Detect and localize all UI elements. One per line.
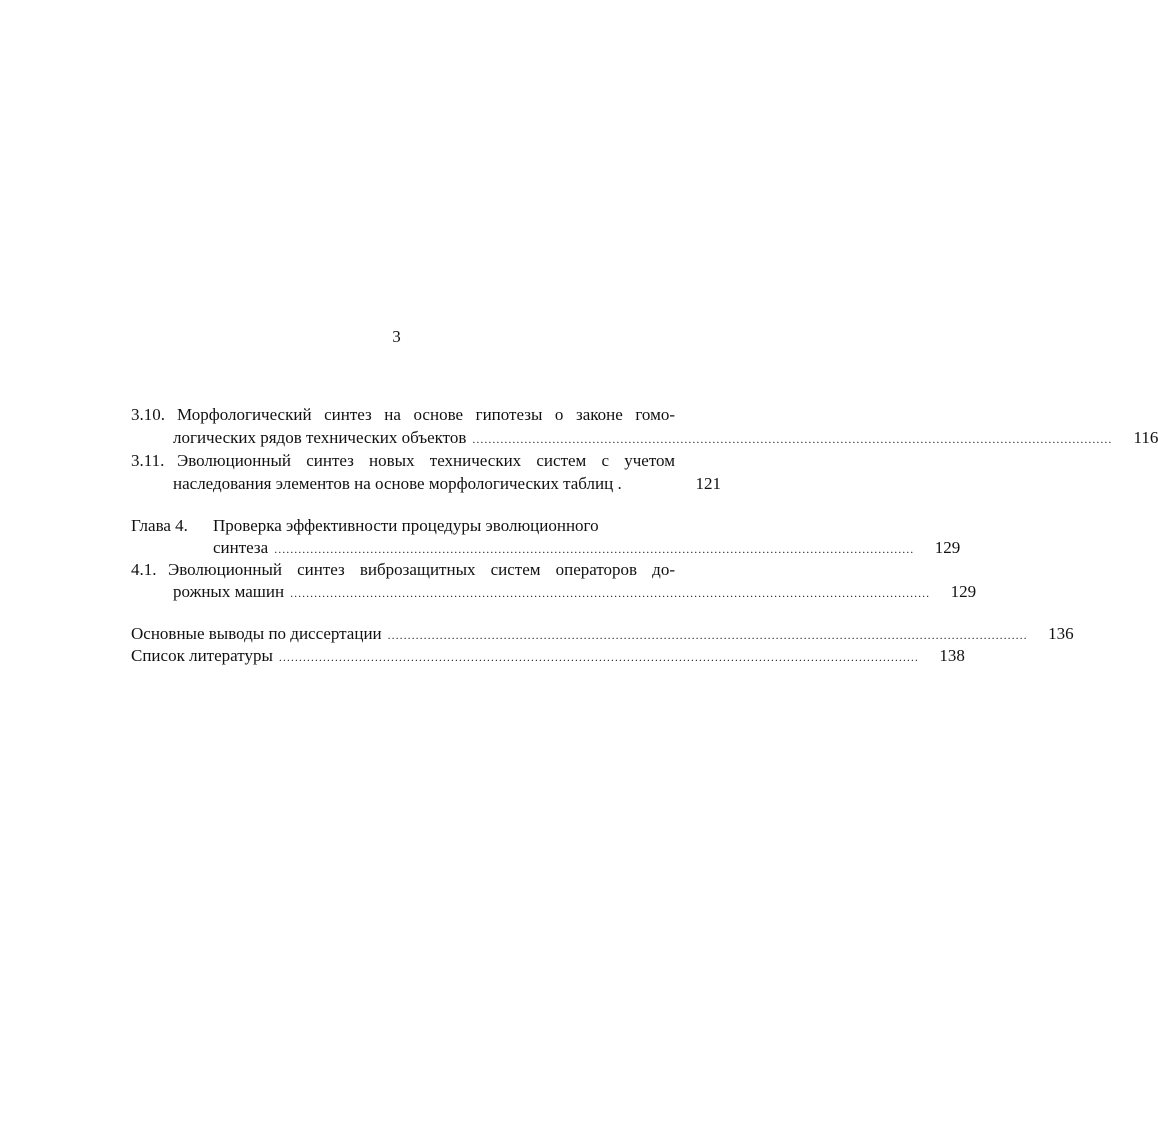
dot-leader: ................................................................................................................................................................ <box>290 586 931 600</box>
page-number: 3 <box>392 327 401 346</box>
toc-entry-title: Морфологический синтез на основе гипотезы о законе гомо- <box>177 405 675 424</box>
toc-entry-page: 129 <box>950 582 977 601</box>
toc-entry-3-11-line1 <box>131 451 721 473</box>
toc-entry-title: Эволюционный синтез новых технических систем с учетом <box>177 451 675 470</box>
toc-entry-number: 4.1. <box>131 560 157 579</box>
toc-chapter-title-cont: синтеза <box>213 538 269 557</box>
toc-entry-4-1-line1 <box>131 560 721 582</box>
toc-entry-page: 116 <box>1133 428 1158 447</box>
toc-references <box>131 646 965 668</box>
toc-conclusions-title: Основные выводы по диссертации <box>131 624 382 643</box>
dot-leader: ................................................................................................................................................................ <box>278 650 919 664</box>
toc-entry-number: 3.10. <box>131 405 165 424</box>
toc-entry-4-1-line2 <box>131 582 977 604</box>
toc-references-title: Список литературы <box>131 646 273 665</box>
dot-leader: ................................................................................................................................................................ <box>274 542 915 556</box>
toc-entry-title: Эволюционный синтез виброзащитных систем операторов до- <box>168 560 675 579</box>
toc-entry-number: 3.11. <box>131 451 165 470</box>
toc-entry-3-10-line2 <box>131 428 1158 450</box>
toc-chapter-page: 129 <box>934 538 961 557</box>
toc-entry-page: 121 <box>695 474 721 493</box>
toc-entry-title-cont: наследования элементов на основе морфологических таблиц . <box>173 474 622 493</box>
toc-chapter-4-line2 <box>131 538 961 560</box>
toc-entry-3-11-line2 <box>131 474 721 496</box>
toc-entry-title-cont: логических рядов технических объектов <box>173 428 467 447</box>
toc-chapter-4-line1 <box>131 516 721 538</box>
toc-conclusions <box>131 624 1074 646</box>
toc-chapter-number: Глава 4. <box>131 516 188 535</box>
toc-chapter-title: Проверка эффективности процедуры эволюционного <box>213 516 599 535</box>
toc-entry-3-10-line1 <box>131 405 721 427</box>
dot-leader: ................................................................................................................................................................ <box>472 432 1113 446</box>
toc-entry-title-cont: рожных машин <box>173 582 285 601</box>
toc-references-page: 138 <box>939 646 965 665</box>
dot-leader: ................................................................................................................................................................ <box>387 628 1028 642</box>
toc-conclusions-page: 136 <box>1048 624 1074 643</box>
